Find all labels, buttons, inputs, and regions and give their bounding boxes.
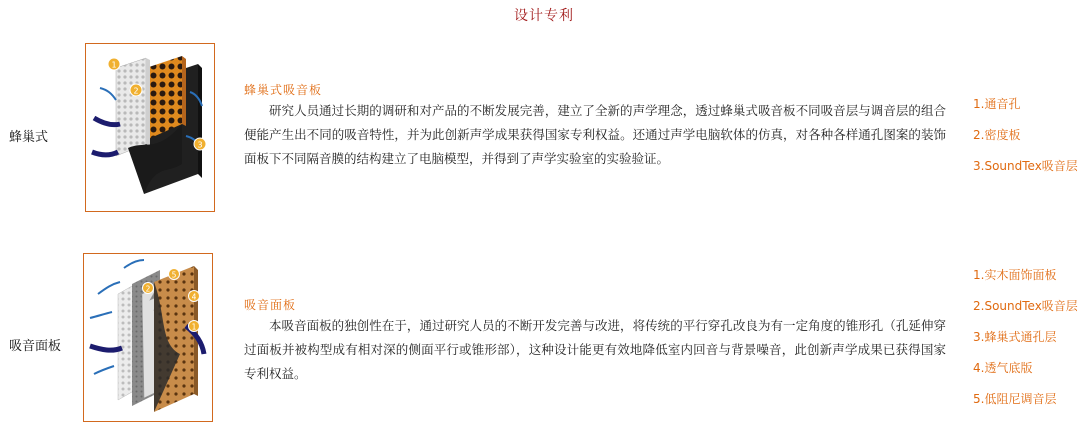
layer-item: 1.实木面饰面板	[973, 268, 1057, 282]
layer-item: 3.蜂巢式通孔层	[973, 330, 1057, 344]
layer-item: 2.SoundTex吸音层	[973, 299, 1078, 313]
svg-text:1: 1	[111, 60, 117, 70]
svg-text:1: 1	[191, 322, 197, 332]
layer-item: 5.低阻尼调音层	[973, 392, 1057, 406]
svg-text:4: 4	[191, 292, 197, 302]
layer-item: 1.通音孔	[973, 97, 1021, 111]
callout-1	[108, 58, 120, 70]
acoustic-panel-diagram	[83, 253, 213, 422]
callout-5	[169, 269, 180, 280]
section-label-honeycomb: 蜂巢式	[9, 130, 49, 145]
callout-4	[189, 291, 200, 302]
callout-2	[143, 283, 154, 294]
svg-text:5: 5	[171, 270, 177, 280]
callout-2	[130, 84, 142, 96]
callout-1	[189, 321, 200, 332]
layer-item: 3.SoundTex吸音层	[973, 159, 1078, 173]
svg-text:2: 2	[145, 284, 151, 294]
layer-list-acoustic-panel	[973, 260, 1078, 415]
svg-text:3: 3	[197, 140, 203, 150]
section-label-acoustic-panel: 吸音面板	[9, 339, 62, 354]
svg-text:2: 2	[133, 86, 139, 96]
section-heading-acoustic-panel: 吸音面板	[244, 298, 297, 312]
callout-3	[194, 138, 206, 150]
layer-item: 2.密度板	[973, 128, 1021, 142]
section-description-honeycomb: 研究人员通过长期的调研和对产品的不断发展完善，建立了全新的声学理念，透过蜂巢式吸音板不同吸音层与调音层的组合便能产生出不同的吸音特性，并为此创新声学成果获得国家专利权益。还通过声学电脑软体的仿真，对各种各样通孔图案的装饰面板下不同隔音膜的结构建立了电脑模型，并得到了声学实验室的实验验证。	[244, 103, 946, 166]
honeycomb-panel-diagram	[85, 43, 215, 212]
section-description-acoustic-panel: 本吸音面板的独创性在于，通过研究人员的不断开发完善与改进，将传统的平行穿孔改良为有一定角度的锥形孔（孔延伸穿过面板并被构型成有相对深的侧面平行或锥形部），这种设计能更有效地降低室内回音与背景噪音，此创新声学成果已获得国家专利权益。	[244, 318, 946, 381]
page-title: 设计专利	[514, 8, 574, 24]
section-heading-honeycomb: 蜂巢式吸音板	[244, 83, 323, 97]
layer-item: 4.透气底版	[973, 361, 1033, 375]
layer-list-honeycomb	[973, 89, 1078, 182]
